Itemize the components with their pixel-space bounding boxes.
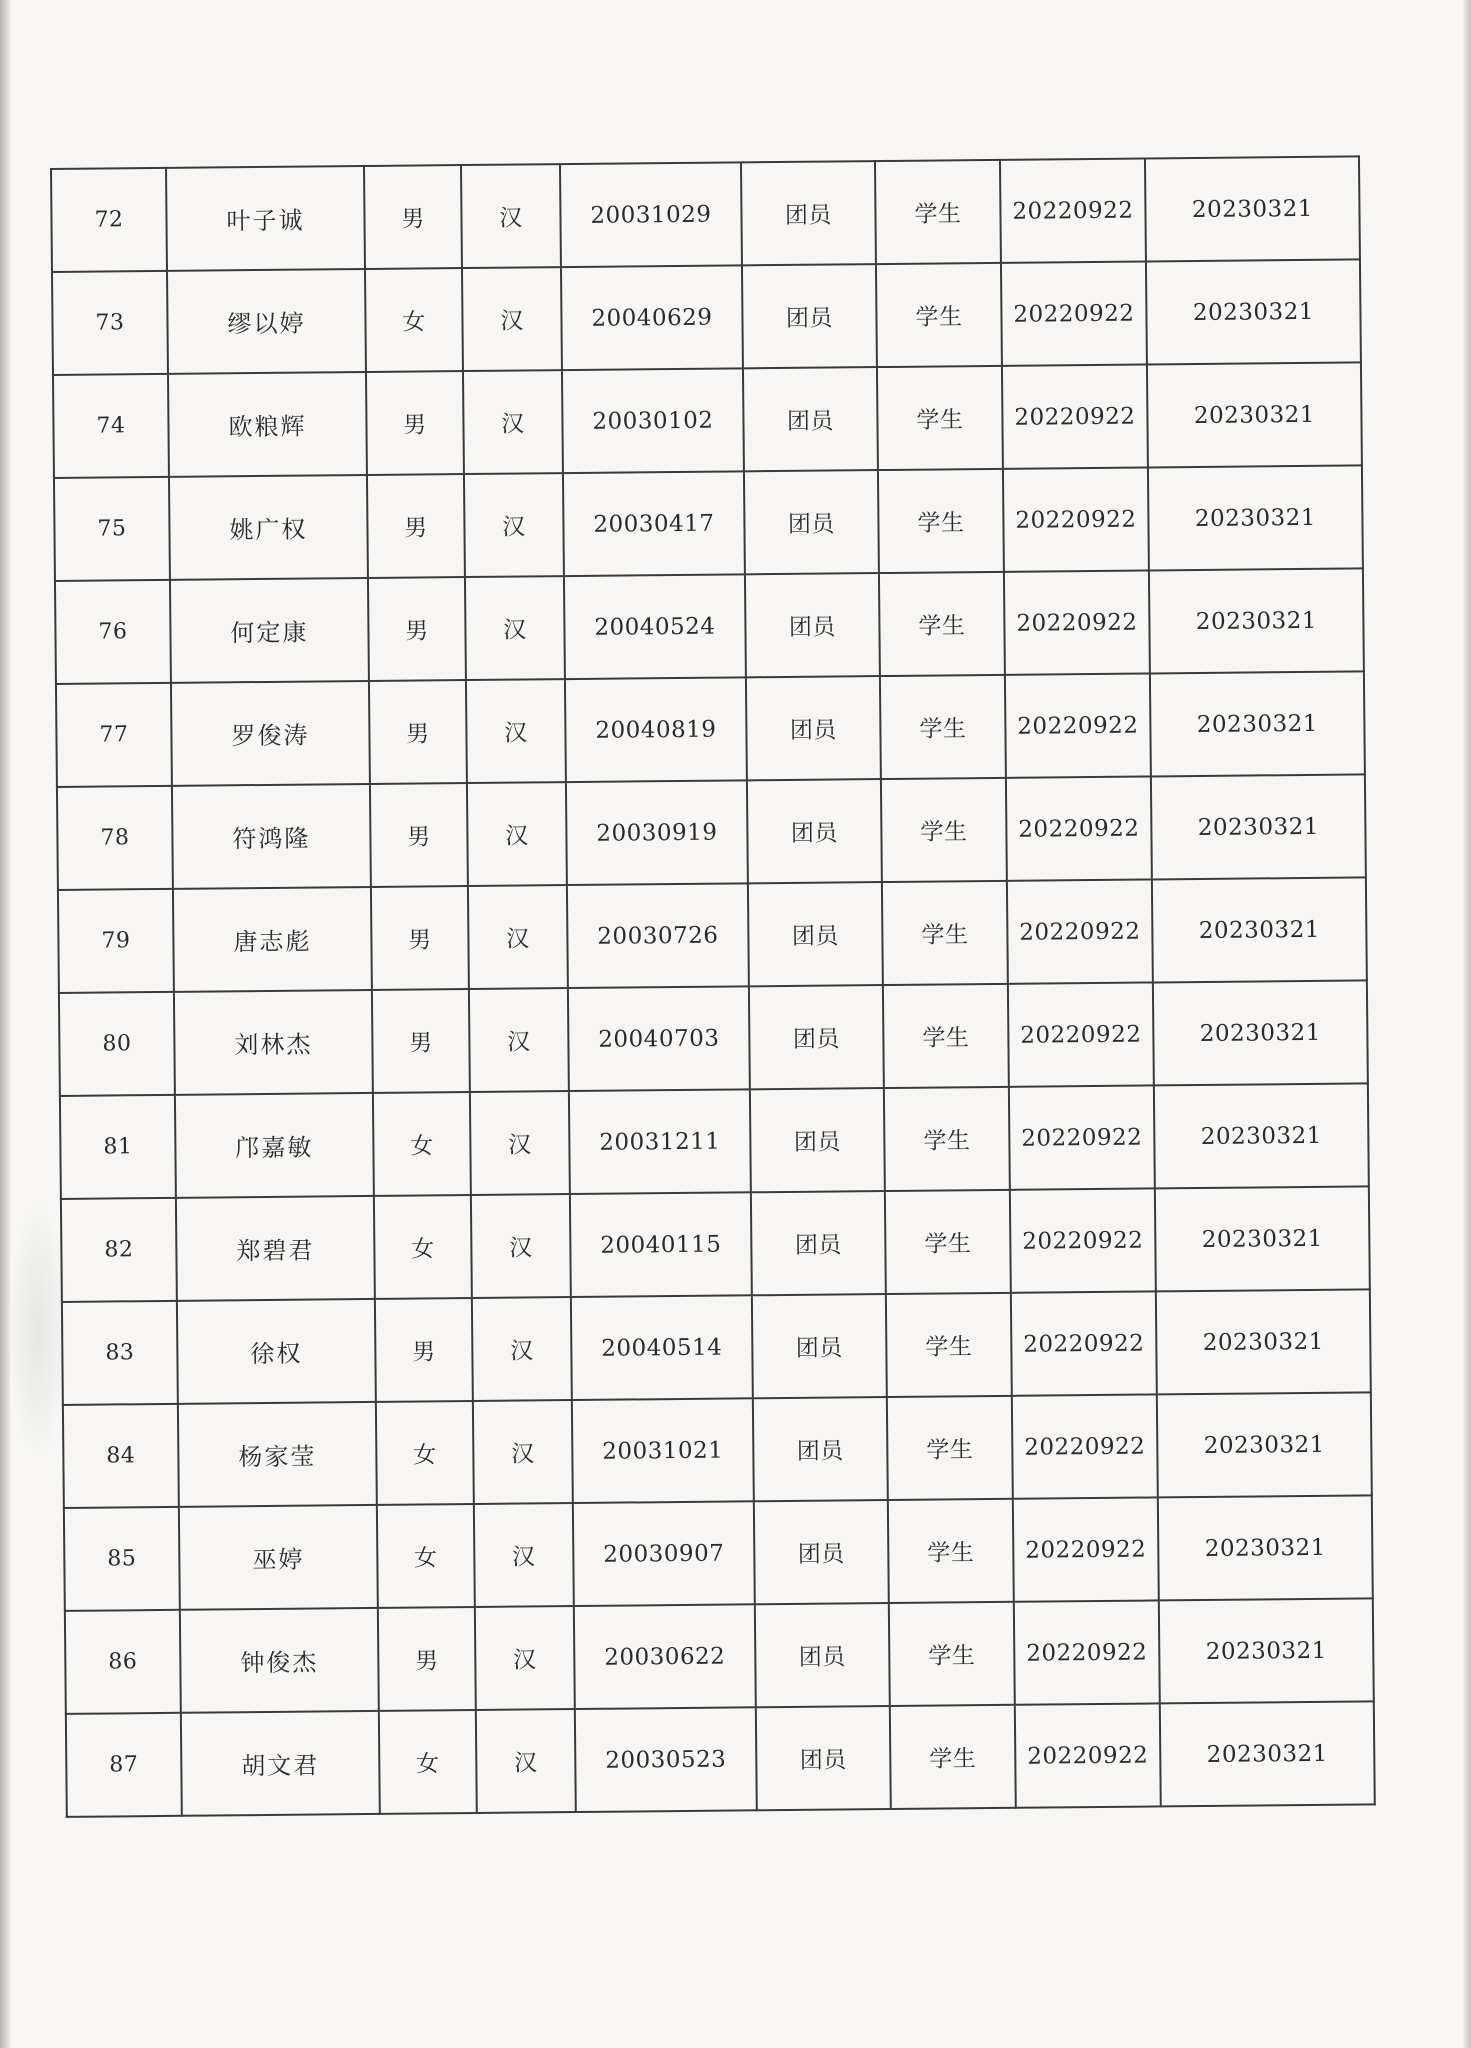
cell-gender: 女 <box>373 1092 471 1196</box>
cell-occupation: 学生 <box>888 1499 1014 1603</box>
cell-ethnicity: 汉 <box>461 164 561 268</box>
table-row <box>58 877 1367 993</box>
cell-date-1: 20220922 <box>1005 673 1151 777</box>
cell-date-2: 20230321 <box>1147 362 1362 467</box>
cell-gender: 男 <box>370 783 468 887</box>
table-row <box>61 1186 1370 1302</box>
table-row <box>65 1598 1374 1714</box>
cell-name: 杨家莹 <box>178 1402 377 1507</box>
cell-date-1: 20220922 <box>1007 879 1153 983</box>
cell-birth-date: 20040514 <box>571 1295 753 1400</box>
member-table <box>50 155 1376 1817</box>
cell-occupation: 学生 <box>884 1087 1010 1191</box>
cell-name: 刘林杰 <box>174 990 373 1095</box>
cell-birth-date: 20030523 <box>575 1707 757 1812</box>
cell-ethnicity: 汉 <box>474 1503 574 1607</box>
cell-occupation: 学生 <box>879 572 1005 676</box>
cell-gender: 女 <box>376 1401 474 1505</box>
cell-gender: 男 <box>371 886 469 990</box>
cell-number: 76 <box>55 580 171 684</box>
cell-occupation: 学生 <box>887 1396 1013 1500</box>
cell-date-1: 20220922 <box>1008 982 1154 1086</box>
cell-gender: 男 <box>378 1607 476 1711</box>
table-row <box>63 1392 1372 1508</box>
cell-ethnicity: 汉 <box>465 576 565 680</box>
cell-date-1: 20220922 <box>1006 776 1152 880</box>
cell-name: 叶子诚 <box>166 166 365 271</box>
cell-date-2: 20230321 <box>1156 1289 1371 1394</box>
cell-name: 何定康 <box>170 578 369 683</box>
cell-political-status: 团员 <box>742 264 877 368</box>
cell-political-status: 团员 <box>746 676 881 780</box>
cell-number: 83 <box>62 1301 178 1405</box>
faint-stamp-smudge <box>8 1200 68 1460</box>
cell-name: 巫婷 <box>179 1505 378 1610</box>
cell-political-status: 团员 <box>744 470 879 574</box>
cell-ethnicity: 汉 <box>469 988 569 1092</box>
cell-ethnicity: 汉 <box>470 1091 570 1195</box>
cell-number: 82 <box>61 1198 177 1302</box>
cell-ethnicity: 汉 <box>472 1297 572 1401</box>
cell-date-2: 20230321 <box>1154 1083 1369 1188</box>
cell-ethnicity: 汉 <box>466 679 566 783</box>
cell-gender: 女 <box>377 1504 475 1608</box>
table-row <box>59 980 1368 1096</box>
cell-date-2: 20230321 <box>1146 259 1361 364</box>
cell-birth-date: 20031211 <box>569 1089 751 1194</box>
cell-date-2: 20230321 <box>1151 774 1366 879</box>
cell-number: 80 <box>59 992 175 1096</box>
cell-occupation: 学生 <box>878 469 1004 573</box>
cell-occupation: 学生 <box>881 778 1007 882</box>
cell-date-1: 20220922 <box>1002 364 1148 468</box>
cell-date-1: 20220922 <box>1010 1188 1156 1292</box>
cell-number: 87 <box>66 1713 182 1817</box>
page-edge-right <box>1463 0 1471 2048</box>
cell-birth-date: 20030919 <box>566 780 748 885</box>
cell-date-2: 20230321 <box>1148 465 1363 570</box>
member-table-container <box>50 155 1374 1817</box>
cell-date-2: 20230321 <box>1150 671 1365 776</box>
cell-name: 钟俊杰 <box>180 1608 379 1713</box>
cell-political-status: 团员 <box>751 1191 886 1295</box>
cell-ethnicity: 汉 <box>463 370 563 474</box>
cell-political-status: 团员 <box>748 882 883 986</box>
cell-occupation: 学生 <box>882 881 1008 985</box>
cell-gender: 男 <box>364 165 462 269</box>
cell-date-1: 20220922 <box>1001 261 1147 365</box>
cell-date-1: 20220922 <box>1004 570 1150 674</box>
cell-number: 81 <box>60 1095 176 1199</box>
cell-number: 85 <box>64 1507 180 1611</box>
cell-birth-date: 20030102 <box>562 368 744 473</box>
cell-date-1: 20220922 <box>1013 1497 1159 1601</box>
cell-date-2: 20230321 <box>1155 1186 1370 1291</box>
cell-number: 73 <box>52 271 168 375</box>
cell-birth-date: 20040703 <box>568 986 750 1091</box>
cell-number: 84 <box>63 1404 179 1508</box>
cell-political-status: 团员 <box>745 573 880 677</box>
cell-gender: 男 <box>375 1298 473 1402</box>
cell-number: 78 <box>57 786 173 890</box>
cell-name: 缪以婷 <box>167 269 366 374</box>
table-row <box>55 568 1364 684</box>
cell-birth-date: 20040629 <box>561 265 743 370</box>
cell-date-1: 20220922 <box>1011 1291 1157 1395</box>
table-row <box>66 1701 1375 1817</box>
cell-name: 欧粮辉 <box>168 372 367 477</box>
cell-ethnicity: 汉 <box>476 1709 576 1813</box>
cell-occupation: 学生 <box>876 263 1002 367</box>
cell-name: 唐志彪 <box>173 887 372 992</box>
cell-political-status: 团员 <box>741 161 876 265</box>
cell-birth-date: 20030622 <box>574 1604 756 1709</box>
cell-name: 邝嘉敏 <box>175 1093 374 1198</box>
cell-occupation: 学生 <box>875 160 1001 264</box>
cell-ethnicity: 汉 <box>475 1606 575 1710</box>
cell-gender: 男 <box>372 989 470 1093</box>
cell-birth-date: 20030417 <box>563 471 745 576</box>
cell-name: 胡文君 <box>181 1711 380 1816</box>
cell-occupation: 学生 <box>880 675 1006 779</box>
table-row <box>56 671 1365 787</box>
cell-date-2: 20230321 <box>1158 1495 1373 1600</box>
cell-birth-date: 20040115 <box>570 1192 752 1297</box>
cell-number: 79 <box>58 889 174 993</box>
cell-number: 86 <box>65 1610 181 1714</box>
cell-name: 徐权 <box>177 1299 376 1404</box>
member-table-body <box>51 156 1375 1816</box>
cell-gender: 男 <box>366 371 464 475</box>
table-row <box>64 1495 1373 1611</box>
cell-birth-date: 20040524 <box>564 574 746 679</box>
cell-number: 75 <box>54 477 170 581</box>
cell-political-status: 团员 <box>749 985 884 1089</box>
cell-birth-date: 20031021 <box>572 1398 754 1503</box>
cell-date-1: 20220922 <box>1014 1600 1160 1704</box>
cell-occupation: 学生 <box>889 1602 1015 1706</box>
table-row <box>54 465 1363 581</box>
cell-occupation: 学生 <box>877 366 1003 470</box>
cell-political-status: 团员 <box>755 1603 890 1707</box>
cell-number: 74 <box>53 374 169 478</box>
cell-political-status: 团员 <box>743 367 878 471</box>
cell-date-1: 20220922 <box>1015 1703 1161 1807</box>
cell-occupation: 学生 <box>886 1293 1012 1397</box>
cell-ethnicity: 汉 <box>462 267 562 371</box>
cell-date-2: 20230321 <box>1149 568 1364 673</box>
table-row <box>53 362 1362 478</box>
cell-ethnicity: 汉 <box>471 1194 571 1298</box>
cell-name: 郑碧君 <box>176 1196 375 1301</box>
cell-birth-date: 20031029 <box>560 162 742 267</box>
cell-political-status: 团员 <box>750 1088 885 1192</box>
cell-ethnicity: 汉 <box>464 473 564 577</box>
cell-date-1: 20220922 <box>1003 467 1149 571</box>
cell-date-2: 20230321 <box>1153 980 1368 1085</box>
cell-date-1: 20220922 <box>1012 1394 1158 1498</box>
table-row <box>57 774 1366 890</box>
cell-name: 符鸿隆 <box>172 784 371 889</box>
cell-date-2: 20230321 <box>1152 877 1367 982</box>
cell-date-2: 20230321 <box>1160 1701 1375 1806</box>
cell-date-1: 20220922 <box>1000 158 1146 262</box>
cell-gender: 男 <box>367 474 465 578</box>
cell-ethnicity: 汉 <box>473 1400 573 1504</box>
cell-gender: 女 <box>365 268 463 372</box>
cell-ethnicity: 汉 <box>468 885 568 989</box>
cell-occupation: 学生 <box>883 984 1009 1088</box>
cell-political-status: 团员 <box>752 1294 887 1398</box>
page-edge-left <box>0 0 10 2048</box>
cell-gender: 男 <box>368 577 466 681</box>
cell-date-1: 20220922 <box>1009 1085 1155 1189</box>
table-row <box>60 1083 1369 1199</box>
cell-gender: 男 <box>369 680 467 784</box>
cell-ethnicity: 汉 <box>467 782 567 886</box>
cell-birth-date: 20040819 <box>565 677 747 782</box>
table-row <box>52 259 1361 375</box>
cell-occupation: 学生 <box>885 1190 1011 1294</box>
cell-number: 72 <box>51 168 167 272</box>
cell-number: 77 <box>56 683 172 787</box>
cell-date-2: 20230321 <box>1159 1598 1374 1703</box>
cell-name: 姚广权 <box>169 475 368 580</box>
cell-political-status: 团员 <box>753 1397 888 1501</box>
cell-occupation: 学生 <box>890 1705 1016 1809</box>
cell-political-status: 团员 <box>747 779 882 883</box>
cell-birth-date: 20030907 <box>573 1501 755 1606</box>
table-row <box>62 1289 1371 1405</box>
cell-name: 罗俊涛 <box>171 681 370 786</box>
cell-birth-date: 20030726 <box>567 883 749 988</box>
cell-date-2: 20230321 <box>1157 1392 1372 1497</box>
cell-gender: 女 <box>379 1710 477 1814</box>
table-row <box>51 156 1360 272</box>
cell-political-status: 团员 <box>754 1500 889 1604</box>
cell-date-2: 20230321 <box>1145 156 1360 261</box>
cell-political-status: 团员 <box>756 1706 891 1810</box>
cell-gender: 女 <box>374 1195 472 1299</box>
